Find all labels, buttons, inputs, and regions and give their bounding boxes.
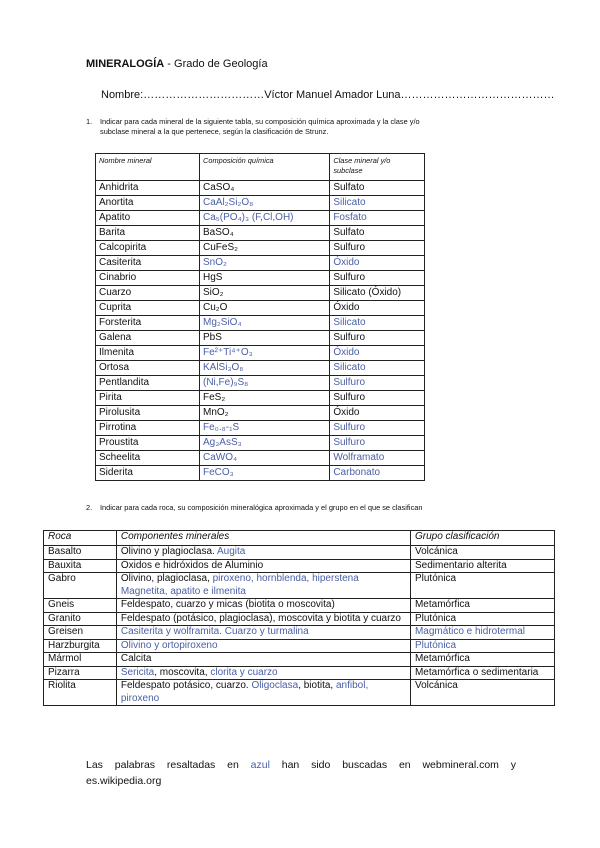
minerals-body bbox=[96, 181, 425, 481]
rock-name: Bauxita bbox=[44, 559, 117, 573]
footer-line-1 bbox=[86, 757, 516, 773]
mineral-class: Wolframato bbox=[330, 451, 425, 466]
footer-blue-word: azul bbox=[250, 759, 270, 771]
rock-components bbox=[116, 626, 410, 640]
mineral-formula: (Ni,Fe)₉S₈ bbox=[200, 376, 330, 391]
rock-group: Volcánica bbox=[410, 680, 554, 706]
mineral-name: Pirrotina bbox=[96, 421, 200, 436]
mineral-row bbox=[96, 181, 425, 196]
mineral-formula: Cu₂O bbox=[200, 301, 330, 316]
mineral-formula: CaSO₄ bbox=[200, 181, 330, 196]
rock-group: Plutónica bbox=[410, 573, 554, 599]
rock-components bbox=[116, 666, 410, 680]
rock-name: Granito bbox=[44, 612, 117, 626]
rock-components bbox=[116, 612, 410, 626]
mineral-row bbox=[96, 466, 425, 481]
name-dots-left: …………………………… bbox=[143, 89, 265, 101]
mineral-name: Cinabrio bbox=[96, 271, 200, 286]
rock-row bbox=[44, 666, 555, 680]
component-segment: Feldespato (potásico, plagioclasa), moscovita y biotita y cuarzo bbox=[120, 612, 401, 624]
mineral-name: Anhidrita bbox=[96, 181, 200, 196]
rock-row bbox=[44, 612, 555, 626]
footer-note bbox=[86, 757, 516, 789]
rock-row bbox=[44, 653, 555, 667]
component-segment: Calcita bbox=[120, 653, 152, 664]
mineral-formula: FeCO₃ bbox=[200, 466, 330, 481]
footer-text-a: Las palabras resaltadas en bbox=[86, 759, 251, 771]
component-segment: clorita y cuarzo bbox=[210, 666, 278, 678]
question-1-line1: Indicar para cada mineral de la siguiente tabla, su composición química aproximada y la clase y/o bbox=[100, 117, 420, 126]
mineral-name: Calcopirita bbox=[96, 241, 200, 256]
rock-name: Mármol bbox=[44, 653, 117, 667]
rock-row bbox=[44, 546, 555, 560]
rock-components bbox=[116, 546, 410, 560]
header-class: Clase mineral y/o subclase bbox=[330, 154, 425, 181]
component-segment: Augita bbox=[217, 546, 246, 557]
mineral-row bbox=[96, 256, 425, 271]
rock-components bbox=[116, 599, 410, 613]
rock-group: Metamórfica bbox=[410, 599, 554, 613]
rock-row bbox=[44, 559, 555, 573]
mineral-class: Sulfuro bbox=[330, 391, 425, 406]
component-segment: Oligoclasa bbox=[251, 680, 299, 691]
mineral-formula: SiO₂ bbox=[200, 286, 330, 301]
mineral-name: Pirolusita bbox=[96, 406, 200, 421]
mineral-row bbox=[96, 226, 425, 241]
rock-group: Magmático e hidrotermal bbox=[410, 626, 554, 640]
question-2-line1: Indicar para cada roca, su composición mineralógica aproximada y el grupo en el que se clasifican bbox=[100, 503, 423, 512]
mineral-class: Óxido bbox=[330, 346, 425, 361]
rock-components bbox=[116, 559, 410, 573]
rock-components bbox=[116, 653, 410, 667]
mineral-row bbox=[96, 376, 425, 391]
rock-group: Plutónica bbox=[410, 639, 554, 653]
rocks-table bbox=[43, 530, 555, 706]
mineral-name: Scheelita bbox=[96, 451, 200, 466]
question-2-number: 2. bbox=[86, 503, 93, 512]
mineral-name: Ortosa bbox=[96, 361, 200, 376]
component-segment: Olivino y plagioclasa. bbox=[120, 546, 218, 557]
component-segment: Feldespato, cuarzo y micas (biotita o moscovita) bbox=[120, 599, 335, 610]
component-segment: Olivino y ortopiroxeno bbox=[120, 639, 218, 651]
mineral-row bbox=[96, 406, 425, 421]
mineral-row bbox=[96, 421, 425, 436]
rock-group: Plutónica bbox=[410, 612, 554, 626]
component-segment: Sericita bbox=[120, 666, 155, 678]
mineral-class: Sulfato bbox=[330, 181, 425, 196]
mineral-formula: CaAl₂Si₂O₈ bbox=[200, 196, 330, 211]
rocks-body bbox=[44, 546, 555, 706]
rock-row bbox=[44, 626, 555, 640]
mineral-name: Cuprita bbox=[96, 301, 200, 316]
student-name-line bbox=[101, 89, 555, 101]
rock-name: Pizarra bbox=[44, 666, 117, 680]
component-segment: anfibol, piroxeno bbox=[120, 680, 369, 704]
name-label: Nombre: bbox=[101, 89, 144, 101]
student-name: Víctor Manuel Amador Luna bbox=[264, 89, 401, 101]
rock-name: Riolita bbox=[44, 680, 117, 706]
rock-row bbox=[44, 573, 555, 599]
mineral-class: Silicato bbox=[330, 316, 425, 331]
question-1-number: 1. bbox=[86, 117, 93, 126]
mineral-row bbox=[96, 391, 425, 406]
mineral-class: Carbonato bbox=[330, 466, 425, 481]
title-degree: - Grado de Geología bbox=[164, 58, 268, 70]
rock-components bbox=[116, 680, 410, 706]
mineral-row bbox=[96, 346, 425, 361]
mineral-formula: Mg₂SiO₄ bbox=[200, 316, 330, 331]
question-1 bbox=[86, 117, 526, 137]
mineral-class: Sulfuro bbox=[330, 331, 425, 346]
mineral-name: Pentlandita bbox=[96, 376, 200, 391]
name-dots-right: …………………………………… bbox=[400, 89, 555, 101]
component-segment: Olivino, plagioclasa, bbox=[120, 573, 213, 584]
mineral-name: Anortita bbox=[96, 196, 200, 211]
mineral-name: Siderita bbox=[96, 466, 200, 481]
mineral-class: Sulfuro bbox=[330, 436, 425, 451]
rock-group: Metamórfica bbox=[410, 653, 554, 667]
mineral-name: Casiterita bbox=[96, 256, 200, 271]
mineral-class: Óxido bbox=[330, 406, 425, 421]
component-segment: Óxidos e hidróxidos de Aluminio bbox=[120, 559, 264, 571]
rock-group: Metamórfica o sedimentaria bbox=[410, 666, 554, 680]
rock-name: Gabro bbox=[44, 573, 117, 599]
rock-group: Volcánica bbox=[410, 546, 554, 560]
mineral-class: Fosfato bbox=[330, 211, 425, 226]
rocks-header-row bbox=[44, 531, 555, 546]
mineral-formula: Fe₀.₈-₁S bbox=[200, 421, 330, 436]
rock-name: Gneis bbox=[44, 599, 117, 613]
mineral-formula: MnO₂ bbox=[200, 406, 330, 421]
mineral-formula: Ag₃AsS₃ bbox=[200, 436, 330, 451]
mineral-formula: KAlSi₃O₈ bbox=[200, 361, 330, 376]
question-1-line2: subclase mineral a la que pertenece, según la clasificación de Strunz. bbox=[100, 127, 329, 136]
mineral-name: Ilmenita bbox=[96, 346, 200, 361]
mineral-row bbox=[96, 301, 425, 316]
mineral-class: Silicato bbox=[330, 361, 425, 376]
mineral-formula: BaSO₄ bbox=[200, 226, 330, 241]
page-title bbox=[86, 58, 268, 70]
header-composition: Composición química bbox=[200, 154, 330, 181]
mineral-row bbox=[96, 451, 425, 466]
rock-name: Greisen bbox=[44, 626, 117, 640]
component-segment: Casiterita y wolframita. Cuarzo y turmalina bbox=[120, 626, 309, 637]
mineral-row bbox=[96, 316, 425, 331]
mineral-row bbox=[96, 331, 425, 346]
component-segment: piroxeno, hornblenda, hiperstena Magnetita, apatito e ilmenita bbox=[120, 573, 359, 597]
mineral-formula: Ca₅(PO₄)₃ (F,Cl,OH) bbox=[200, 211, 330, 226]
mineral-class: Óxido bbox=[330, 256, 425, 271]
mineral-name: Apatito bbox=[96, 211, 200, 226]
mineral-formula: CuFeS₂ bbox=[200, 241, 330, 256]
header-group: Grupo clasificación bbox=[410, 531, 554, 546]
mineral-name: Barita bbox=[96, 226, 200, 241]
mineral-formula: FeS₂ bbox=[200, 391, 330, 406]
mineral-name: Forsterita bbox=[96, 316, 200, 331]
rock-components bbox=[116, 639, 410, 653]
title-subject: MINERALOGÍA bbox=[86, 58, 165, 70]
footer-text-b: han sido buscadas en webmineral.com y bbox=[269, 759, 517, 771]
mineral-row bbox=[96, 361, 425, 376]
mineral-class: Óxido bbox=[330, 301, 425, 316]
mineral-class: Sulfuro bbox=[330, 241, 425, 256]
rock-name: Basalto bbox=[44, 546, 117, 560]
rock-row bbox=[44, 680, 555, 706]
mineral-name: Galena bbox=[96, 331, 200, 346]
mineral-formula: Fe²⁺Ti⁴⁺O₃ bbox=[200, 346, 330, 361]
mineral-class: Silicato bbox=[330, 196, 425, 211]
mineral-class: Sulfuro bbox=[330, 376, 425, 391]
mineral-class: Sulfuro bbox=[330, 421, 425, 436]
mineral-class: Sulfato bbox=[330, 226, 425, 241]
mineral-row bbox=[96, 211, 425, 226]
component-segment: Feldespato potásico, cuarzo. bbox=[120, 680, 252, 691]
mineral-formula: SnO₂ bbox=[200, 256, 330, 271]
footer-line-2: es.wikipedia.org bbox=[86, 775, 162, 787]
mineral-row bbox=[96, 286, 425, 301]
mineral-class: Silicato (Óxido) bbox=[330, 286, 425, 301]
question-2 bbox=[86, 503, 526, 513]
mineral-name: Cuarzo bbox=[96, 286, 200, 301]
rock-components bbox=[116, 573, 410, 599]
minerals-table bbox=[95, 153, 425, 481]
rock-group: Sedimentario alterita bbox=[410, 559, 554, 573]
mineral-row bbox=[96, 271, 425, 286]
header-rock: Roca bbox=[44, 531, 117, 546]
rock-row bbox=[44, 599, 555, 613]
rock-row bbox=[44, 639, 555, 653]
mineral-name: Proustita bbox=[96, 436, 200, 451]
minerals-header-row bbox=[96, 154, 425, 181]
mineral-class: Sulfuro bbox=[330, 271, 425, 286]
component-segment: , biotita, bbox=[298, 680, 336, 691]
component-segment: , moscovita, bbox=[154, 666, 211, 678]
mineral-row bbox=[96, 241, 425, 256]
mineral-formula: CaWO₄ bbox=[200, 451, 330, 466]
mineral-row bbox=[96, 196, 425, 211]
rock-name: Harzburgita bbox=[44, 639, 117, 653]
mineral-row bbox=[96, 436, 425, 451]
mineral-formula: HgS bbox=[200, 271, 330, 286]
header-components: Componentes minerales bbox=[116, 531, 410, 546]
header-mineral-name: Nombre mineral bbox=[96, 154, 200, 181]
mineral-name: Pirita bbox=[96, 391, 200, 406]
mineral-formula: PbS bbox=[200, 331, 330, 346]
